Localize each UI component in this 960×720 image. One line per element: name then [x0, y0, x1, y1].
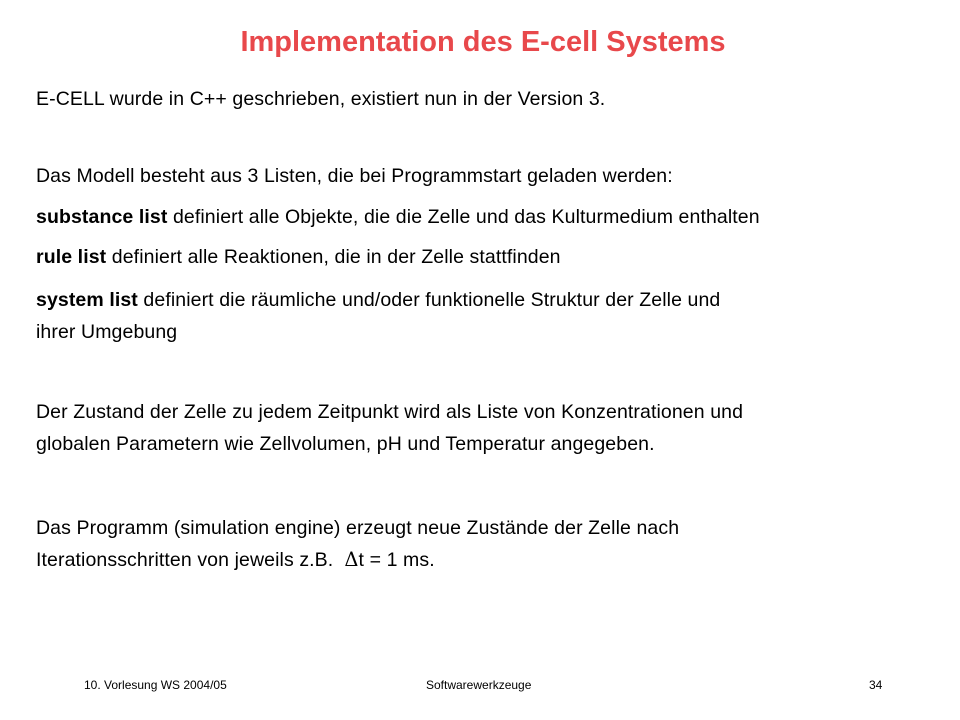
list-item-substance: [36, 201, 936, 233]
list-description: definiert alle Reaktionen, die in der Zelle stattfinden: [106, 246, 561, 268]
intro-text: E-CELL wurde in C++ geschrieben, existiert nun in der Version 3.: [36, 88, 606, 110]
footer-topic: Softwarewerkzeuge: [426, 678, 532, 692]
list-term: substance list: [36, 206, 168, 228]
list-term: system list: [36, 289, 138, 311]
list-item-rule: [36, 241, 936, 273]
list-term: rule list: [36, 246, 107, 268]
engine-text-prefix: Iterationsschritten von jeweils z.B.: [36, 549, 345, 571]
engine-text-suffix: t = 1 ms.: [358, 549, 435, 571]
delta-symbol: Δ: [344, 548, 359, 571]
footer-course: 10. Vorlesung WS 2004/05: [84, 678, 227, 692]
page-number: 34: [869, 678, 883, 692]
list-item-system-continuation: ihrer Umgebung: [36, 321, 178, 343]
list-item-system: [36, 284, 936, 316]
list-description: definiert alle Objekte, die die Zelle und das Kulturmedium enthalten: [167, 206, 760, 228]
engine-text-line2: [36, 544, 936, 576]
list-description: definiert die räumliche und/oder funktionelle Struktur der Zelle und: [137, 289, 721, 311]
engine-text-line1: Das Programm (simulation engine) erzeugt neue Zustände der Zelle nach: [36, 517, 680, 539]
state-text-line1: Der Zustand der Zelle zu jedem Zeitpunkt wird als Liste von Konzentrationen und: [36, 401, 744, 423]
state-text-line2: globalen Parametern wie Zellvolumen, pH und Temperatur angegeben.: [36, 433, 655, 455]
slide-title: Implementation des E-cell Systems: [240, 26, 726, 58]
model-intro-text: Das Modell besteht aus 3 Listen, die bei Programmstart geladen werden:: [36, 165, 673, 187]
